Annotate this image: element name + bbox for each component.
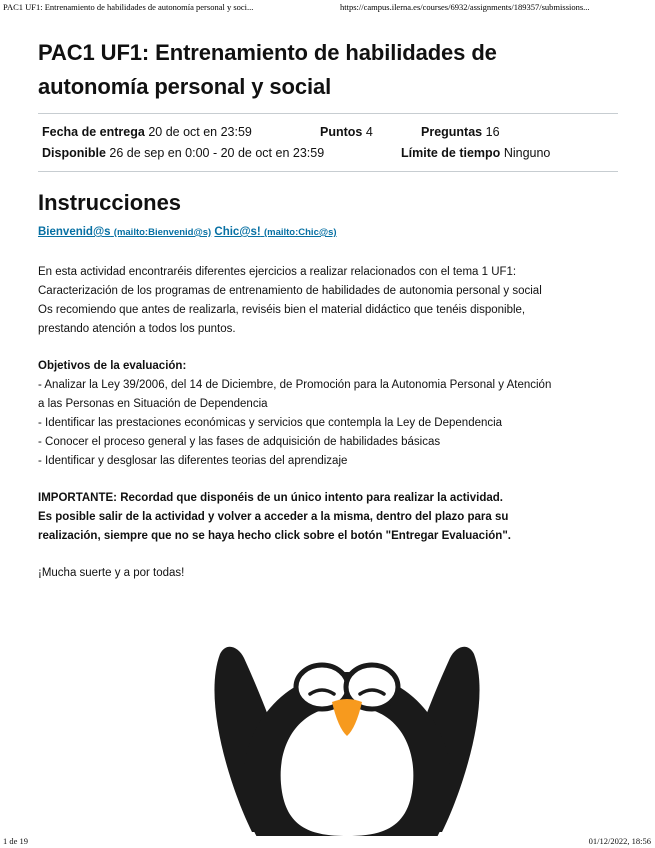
chicos-link-mailto: (mailto:Chic@s) — [263, 227, 337, 238]
availability-value: 26 de sep en 0:00 - 20 de oct en 23:59 — [109, 146, 325, 160]
intro-line: Caracterización de los programas de entrenamiento de habilidades de autonomia personal y social — [38, 285, 542, 297]
instructions-heading: Instrucciones — [38, 190, 182, 215]
page-title — [38, 36, 618, 104]
quiz-content — [38, 36, 618, 583]
print-header-title: PAC1 UF1: Entrenamiento de habilidades de autonomía personal y soci... — [3, 2, 254, 12]
important-line: IMPORTANTE: Recordad que disponéis de un único intento para realizar la actividad. — [38, 492, 503, 504]
chicos-link-text: Chic@s! — [214, 226, 261, 238]
objective-line: - Conocer el proceso general y las fases de adquisición de habilidades básicas — [38, 436, 441, 448]
important-line: Es posible salir de la actividad y volver a acceder a la misma, dentro del plazo para su — [38, 511, 509, 523]
time-limit-value: Ninguno — [503, 146, 551, 160]
print-footer — [0, 836, 655, 848]
details-row-1 — [42, 122, 618, 143]
important-line: realización, siempre que no se haya hecho click sobre el botón "Entregar Evaluación". — [38, 530, 511, 542]
objectives-section — [38, 357, 618, 471]
availability-label: Disponible — [42, 146, 106, 160]
welcome-link[interactable] — [38, 226, 211, 238]
time-limit — [401, 143, 550, 164]
questions — [421, 122, 500, 143]
greeting-links — [38, 224, 618, 241]
print-header — [0, 0, 655, 14]
intro-line: En esta actividad encontraréis diferentes ejercicios a realizar relacionados con el tema 1 UF1: — [38, 266, 517, 278]
print-datetime: 01/12/2022, 18:56 — [588, 836, 651, 846]
details-row-2 — [42, 143, 618, 164]
quiz-details — [38, 113, 618, 172]
intro-line: Os recomiendo que antes de realizarla, reviséis bien el material didáctico que tenéis disponible, — [38, 304, 526, 316]
intro-paragraph — [38, 263, 618, 339]
print-header-url: https://campus.ilerna.es/courses/6932/assignments/189357/submissions... — [340, 2, 590, 12]
time-limit-label: Límite de tiempo — [401, 146, 501, 160]
page-number: 1 de 19 — [3, 836, 29, 846]
points-value: 4 — [365, 125, 373, 139]
penguin-illustration — [192, 632, 502, 836]
objective-line: - Identificar y desglosar las diferentes teorias del aprendizaje — [38, 455, 348, 467]
intro-line: prestando atención a todos los puntos. — [38, 323, 236, 335]
objectives-heading: Objetivos de la evaluación: — [38, 360, 187, 372]
page-title-line-2: autonomía personal y social — [38, 74, 332, 99]
page-title-line-1: PAC1 UF1: Entrenamiento de habilidades de — [38, 40, 497, 65]
questions-value: 16 — [485, 125, 500, 139]
due-date-label: Fecha de entrega — [42, 125, 145, 139]
objective-line: - Analizar la Ley 39/2006, del 14 de Diciembre, de Promoción para la Autonomia Personal y Atención — [38, 379, 552, 391]
important-notice — [38, 489, 618, 546]
availability — [42, 143, 324, 164]
penguin-icon — [192, 632, 502, 836]
objective-line: a las Personas en Situación de Dependencia — [38, 398, 268, 410]
chicos-link[interactable] — [214, 226, 336, 238]
questions-label: Preguntas — [421, 125, 483, 139]
points-label: Puntos — [320, 125, 363, 139]
welcome-link-mailto: (mailto:Bienvenid@s) — [113, 227, 212, 238]
objective-line: - Identificar las prestaciones económicas y servicios que contempla la Ley de Dependencia — [38, 417, 503, 429]
closing-message: ¡Mucha suerte y a por todas! — [38, 567, 185, 579]
due-date — [42, 122, 252, 143]
points — [320, 122, 373, 143]
due-date-value: 20 de oct en 23:59 — [148, 125, 252, 139]
welcome-link-text: Bienvenid@s — [38, 226, 111, 238]
